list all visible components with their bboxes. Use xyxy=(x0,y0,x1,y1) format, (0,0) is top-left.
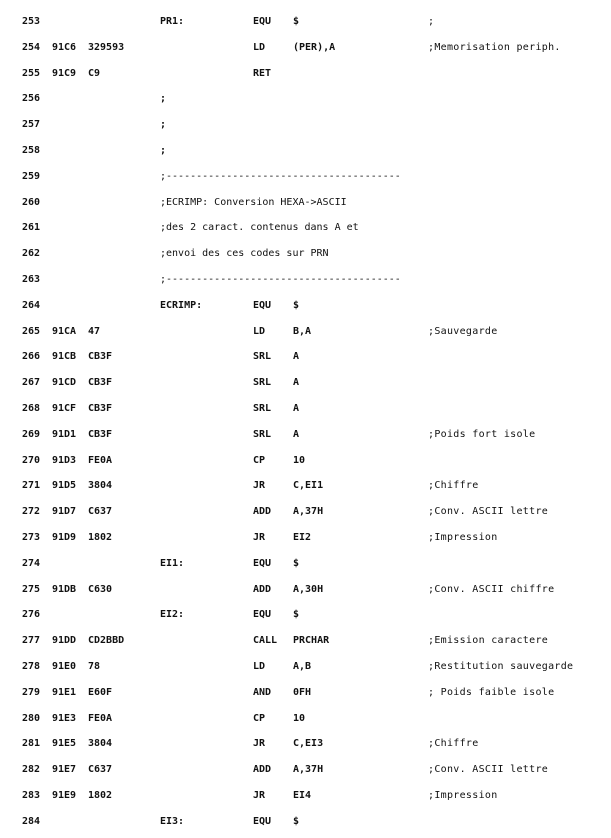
mnemonic: JR xyxy=(253,738,266,750)
listing-line xyxy=(0,66,611,82)
line-number: 254 xyxy=(22,41,41,53)
line-number: 281 xyxy=(22,738,41,750)
listing-line xyxy=(0,401,611,417)
address: 91CD xyxy=(52,377,77,389)
listing-line xyxy=(0,530,611,546)
line-number: 260 xyxy=(22,196,41,208)
listing-line xyxy=(0,91,611,107)
mnemonic: SRL xyxy=(253,377,272,389)
operand: 10 xyxy=(293,712,306,724)
line-number: 270 xyxy=(22,454,41,466)
machine-code: 3804 xyxy=(88,738,113,750)
address: 91D3 xyxy=(52,454,77,466)
line-number: 253 xyxy=(22,16,41,27)
mnemonic: ADD xyxy=(253,506,272,518)
listing-line xyxy=(0,736,611,752)
address: 91E5 xyxy=(52,738,77,750)
listing-line xyxy=(0,556,611,572)
line-number: 271 xyxy=(22,480,41,492)
mnemonic: EQU xyxy=(253,299,272,311)
listing-line xyxy=(0,40,611,56)
operand: $ xyxy=(293,299,300,311)
label: ; xyxy=(160,119,167,131)
line-number: 280 xyxy=(22,712,41,724)
label: EI1: xyxy=(160,557,185,569)
listing-line xyxy=(0,478,611,494)
line-number: 272 xyxy=(22,506,41,518)
machine-code: E60F xyxy=(88,686,113,698)
listing-line xyxy=(0,324,611,340)
comment-block: ;--------------------------------------- xyxy=(160,274,401,285)
line-number: 269 xyxy=(22,428,41,440)
mnemonic: JR xyxy=(253,790,266,801)
line-number: 266 xyxy=(22,351,41,363)
address: 91E1 xyxy=(52,686,77,698)
comment: ;Sauvegarde xyxy=(428,325,498,337)
operand: A xyxy=(293,351,300,363)
machine-code: 329593 xyxy=(88,41,125,53)
listing-line xyxy=(0,814,611,830)
line-number: 283 xyxy=(22,790,41,801)
mnemonic: CP xyxy=(253,712,266,724)
comment: ; Poids faible isole xyxy=(428,686,555,698)
address: 91CB xyxy=(52,351,77,363)
mnemonic: JR xyxy=(253,480,266,492)
operand: A,37H xyxy=(293,764,324,776)
listing-line xyxy=(0,375,611,391)
comment: ;Poids fort isole xyxy=(428,428,536,440)
line-number: 268 xyxy=(22,403,41,414)
listing-line xyxy=(0,298,611,314)
address: 91E9 xyxy=(52,790,77,801)
line-number: 276 xyxy=(22,609,41,621)
listing-line xyxy=(0,169,611,185)
operand: A,37H xyxy=(293,506,324,518)
operand: EI4 xyxy=(293,790,312,801)
address: 91CF xyxy=(52,403,77,414)
mnemonic: SRL xyxy=(253,428,272,440)
operand: A xyxy=(293,377,300,389)
mnemonic: SRL xyxy=(253,403,272,414)
operand: A xyxy=(293,403,300,414)
comment-block: ;des 2 caract. contenus dans A et xyxy=(160,222,359,234)
comment: ;Chiffre xyxy=(428,480,479,492)
label: ; xyxy=(160,93,167,105)
operand: B,A xyxy=(293,325,312,337)
machine-code: 1802 xyxy=(88,532,113,543)
comment: ;Conv. ASCII lettre xyxy=(428,764,549,776)
line-number: 273 xyxy=(22,532,41,543)
operand: $ xyxy=(293,557,300,569)
mnemonic: ADD xyxy=(253,583,272,595)
address: 91CA xyxy=(52,325,77,337)
mnemonic: LD xyxy=(253,41,266,53)
line-number: 263 xyxy=(22,274,41,285)
line-number: 259 xyxy=(22,170,41,182)
listing-line xyxy=(0,607,611,623)
line-number: 262 xyxy=(22,248,41,260)
mnemonic: RET xyxy=(253,67,272,79)
machine-code: CB3F xyxy=(88,377,113,389)
line-number: 274 xyxy=(22,557,41,569)
address: 91C9 xyxy=(52,67,77,79)
label: PR1: xyxy=(160,16,185,27)
listing-line xyxy=(0,762,611,778)
machine-code: C630 xyxy=(88,583,113,595)
comment: ;Memorisation periph. xyxy=(428,41,561,53)
operand: A,B xyxy=(293,661,312,672)
line-number: 264 xyxy=(22,299,41,311)
operand: 10 xyxy=(293,454,306,466)
machine-code: 3804 xyxy=(88,480,113,492)
listing-line xyxy=(0,788,611,804)
mnemonic: AND xyxy=(253,686,272,698)
comment: ;Restitution sauvegarde xyxy=(428,661,574,672)
line-number: 279 xyxy=(22,686,41,698)
machine-code: CD2BBD xyxy=(88,635,125,647)
line-number: 256 xyxy=(22,93,41,105)
listing-line xyxy=(0,14,611,30)
comment-block: ;ECRIMP: Conversion HEXA->ASCII xyxy=(160,196,347,208)
listing-line xyxy=(0,143,611,159)
comment: ;Impression xyxy=(428,790,498,801)
mnemonic: ADD xyxy=(253,764,272,776)
machine-code: C637 xyxy=(88,506,113,518)
operand: C,EI1 xyxy=(293,480,324,492)
mnemonic: CALL xyxy=(253,635,278,647)
operand: EI2 xyxy=(293,532,312,543)
label: EI3: xyxy=(160,815,185,827)
comment: ;Emission caractere xyxy=(428,635,549,647)
machine-code: CB3F xyxy=(88,428,113,440)
operand: PRCHAR xyxy=(293,635,330,647)
listing-line xyxy=(0,633,611,649)
machine-code: FE0A xyxy=(88,712,113,724)
address: 91DB xyxy=(52,583,77,595)
mnemonic: EQU xyxy=(253,815,272,827)
machine-code: FE0A xyxy=(88,454,113,466)
machine-code: C9 xyxy=(88,67,101,79)
mnemonic: SRL xyxy=(253,351,272,363)
address: 91D1 xyxy=(52,428,77,440)
listing-line xyxy=(0,220,611,236)
mnemonic: EQU xyxy=(253,557,272,569)
listing-line xyxy=(0,711,611,727)
label: ECRIMP: xyxy=(160,299,203,311)
operand: $ xyxy=(293,815,300,827)
listing-line xyxy=(0,685,611,701)
line-number: 278 xyxy=(22,661,41,672)
mnemonic: LD xyxy=(253,325,266,337)
comment: ;Conv. ASCII chiffre xyxy=(428,583,555,595)
machine-code: CB3F xyxy=(88,403,113,414)
line-number: 277 xyxy=(22,635,41,647)
line-number: 267 xyxy=(22,377,41,389)
mnemonic: EQU xyxy=(253,16,272,27)
label: ; xyxy=(160,145,167,156)
line-number: 258 xyxy=(22,145,41,156)
line-number: 261 xyxy=(22,222,41,234)
line-number: 282 xyxy=(22,764,41,776)
operand: C,EI3 xyxy=(293,738,324,750)
mnemonic: EQU xyxy=(253,609,272,621)
address: 91DD xyxy=(52,635,77,647)
address: 91D5 xyxy=(52,480,77,492)
operand: $ xyxy=(293,16,300,27)
comment: ;Impression xyxy=(428,532,498,543)
listing-line xyxy=(0,504,611,520)
operand: (PER),A xyxy=(293,41,336,53)
machine-code: 47 xyxy=(88,325,101,337)
line-number: 275 xyxy=(22,583,41,595)
address: 91E0 xyxy=(52,661,77,672)
address: 91E7 xyxy=(52,764,77,776)
listing-line xyxy=(0,453,611,469)
machine-code: 78 xyxy=(88,661,101,672)
address: 91C6 xyxy=(52,41,77,53)
operand: 0FH xyxy=(293,686,312,698)
operand: A xyxy=(293,428,300,440)
listing-line xyxy=(0,582,611,598)
listing-line xyxy=(0,427,611,443)
address: 91E3 xyxy=(52,712,77,724)
listing-line xyxy=(0,659,611,675)
address: 91D7 xyxy=(52,506,77,518)
comment: ;Conv. ASCII lettre xyxy=(428,506,549,518)
mnemonic: LD xyxy=(253,661,266,672)
line-number: 265 xyxy=(22,325,41,337)
label: EI2: xyxy=(160,609,185,621)
listing-line xyxy=(0,272,611,288)
operand: $ xyxy=(293,609,300,621)
machine-code: 1802 xyxy=(88,790,113,801)
line-number: 257 xyxy=(22,119,41,131)
comment: ; xyxy=(428,16,435,27)
listing-line xyxy=(0,246,611,262)
listing-line xyxy=(0,117,611,133)
line-number: 255 xyxy=(22,67,41,79)
listing-line xyxy=(0,195,611,211)
machine-code: CB3F xyxy=(88,351,113,363)
comment: ;Chiffre xyxy=(428,738,479,750)
machine-code: C637 xyxy=(88,764,113,776)
mnemonic: JR xyxy=(253,532,266,543)
comment-block: ;envoi des ces codes sur PRN xyxy=(160,248,329,260)
operand: A,30H xyxy=(293,583,324,595)
line-number: 284 xyxy=(22,815,41,827)
listing-line xyxy=(0,349,611,365)
address: 91D9 xyxy=(52,532,77,543)
comment-block: ;--------------------------------------- xyxy=(160,170,401,182)
mnemonic: CP xyxy=(253,454,266,466)
